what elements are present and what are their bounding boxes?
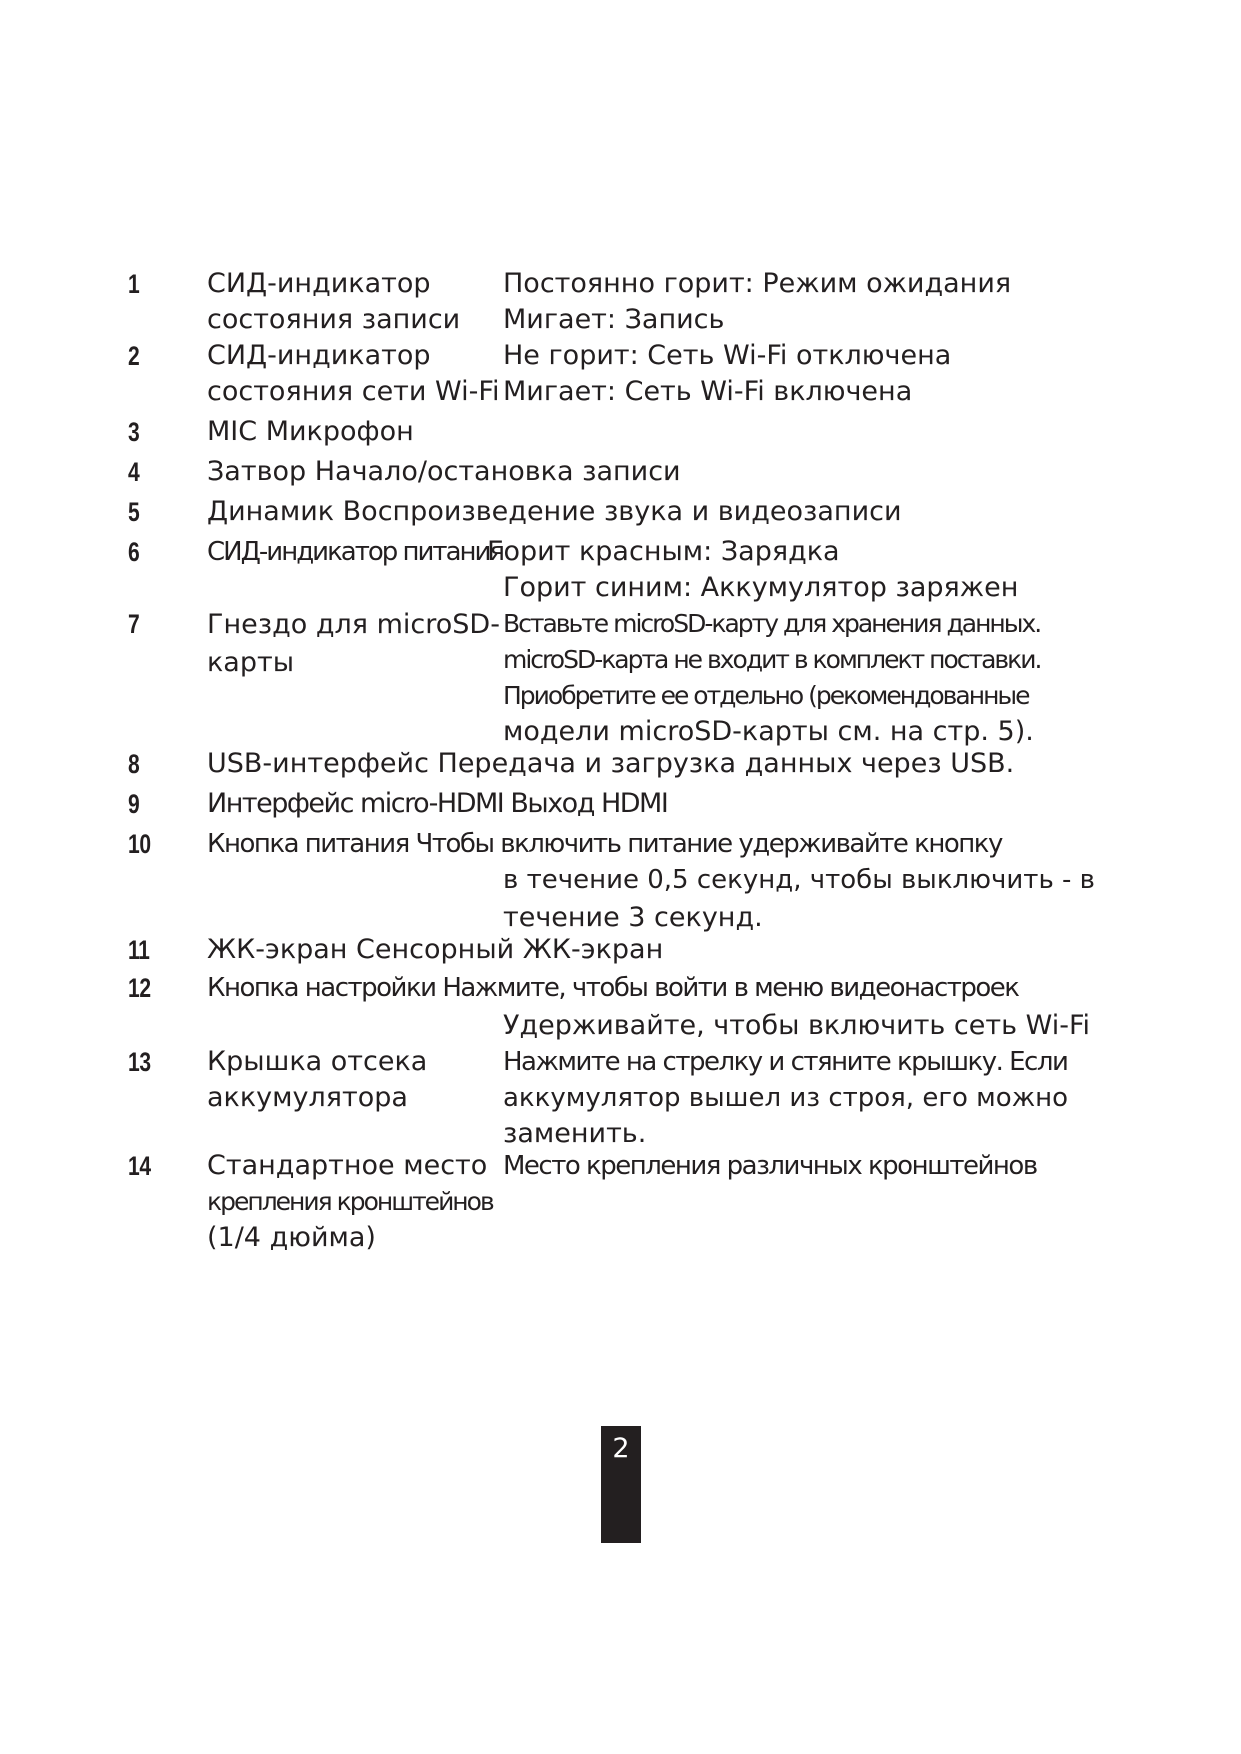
item-description-line: microSD-карта не входит в комплект поставки. xyxy=(503,645,1041,674)
item-description xyxy=(503,1148,1063,1184)
item-number: 1 xyxy=(128,269,140,299)
item-description-line: Вставьте microSD-карту для хранения данных. xyxy=(503,609,1041,638)
item-label-line: состояния записи xyxy=(207,304,461,335)
item-description-line: течение 3 секунд. xyxy=(503,902,763,933)
item-label-line: Кнопка настройки Нажмите, чтобы войти в меню видеонастроек xyxy=(207,973,1019,1003)
item-description-line: Нажмите на стрелку и стяните крышку. Если xyxy=(503,1047,1068,1077)
item-number: 14 xyxy=(128,1151,151,1181)
item-description xyxy=(487,534,1047,606)
item-description-line: модели microSD-карты см. на стр. 5). xyxy=(503,716,1034,747)
item-label-line: Крышка отсека xyxy=(207,1046,428,1077)
item-description-line: Удерживайте, чтобы включить сеть Wi-Fi xyxy=(503,1010,1091,1041)
item-number: 5 xyxy=(128,497,140,527)
item-description-line: в течение 0,5 секунд, чтобы выключить - в xyxy=(503,865,1096,895)
item-number: 2 xyxy=(128,341,140,371)
item-label-line: Интерфейс micro-HDMI Выход HDMI xyxy=(207,788,668,819)
page-number: 2 xyxy=(612,1433,630,1464)
item-description-line: Приобретите ее отдельно (рекомендованные xyxy=(503,681,1029,710)
item-label xyxy=(207,414,507,450)
item-number: 7 xyxy=(128,609,140,639)
item-label-line: (1/4 дюйма) xyxy=(207,1222,376,1253)
item-label-line: Гнездо для microSD- xyxy=(207,609,500,640)
page-number-tab xyxy=(601,1426,641,1543)
item-label-line: Стандартное место xyxy=(207,1150,488,1181)
item-label-line: Затвор Начало/остановка записи xyxy=(207,456,681,487)
item-label xyxy=(207,746,1015,782)
item-description-line: Мигает: Сеть Wi-Fi включена xyxy=(503,376,913,407)
item-number: 9 xyxy=(128,789,140,819)
item-number: 8 xyxy=(128,749,140,779)
item-description-line: Постоянно горит: Режим ожидания xyxy=(503,268,1012,299)
item-number: 10 xyxy=(128,829,151,859)
item-number: 13 xyxy=(128,1047,151,1077)
item-label xyxy=(207,494,902,530)
item-number: 3 xyxy=(128,417,140,447)
item-description-line: заменить. xyxy=(503,1118,647,1149)
item-description xyxy=(503,266,1063,338)
item-description xyxy=(503,338,1063,410)
item-number: 12 xyxy=(128,973,151,1003)
item-label-line: ЖК-экран Сенсорный ЖК-экран xyxy=(207,934,664,965)
item-label-line: крепления кронштейнов xyxy=(207,1187,493,1216)
item-description-line: Горит синим: Аккумулятор заряжен xyxy=(503,572,1019,603)
item-description-line: аккумулятор вышел из строя, его можно xyxy=(503,1083,1069,1113)
item-description-line: Место крепления различных кронштейнов xyxy=(503,1151,1037,1181)
item-description-line: Мигает: Запись xyxy=(503,304,725,335)
item-label-line: карты xyxy=(207,647,295,678)
item-label-line: состояния сети Wi-Fi xyxy=(207,376,500,407)
item-label xyxy=(207,970,1019,1006)
item-label-line: СИД-индикатор xyxy=(207,340,431,371)
item-label-line: USB-интерфейс Передача и загрузка данных через USB. xyxy=(207,748,1015,779)
item-number: 4 xyxy=(128,457,140,487)
item-label xyxy=(207,932,664,968)
item-description xyxy=(503,862,1096,936)
item-description-line: Горит красным: Зарядка xyxy=(487,536,840,567)
item-description xyxy=(503,606,1063,750)
item-description xyxy=(503,1044,1069,1152)
item-label-line: СИД-индикатор xyxy=(207,268,431,299)
item-number: 11 xyxy=(128,935,150,965)
item-number: 6 xyxy=(128,537,140,567)
item-label xyxy=(207,1044,507,1116)
item-label-line: Кнопка питания Чтобы включить питание удерживайте кнопку xyxy=(207,829,1002,859)
item-label xyxy=(207,534,507,570)
item-label xyxy=(207,266,507,338)
item-label-line: Динамик Воспроизведение звука и видеозаписи xyxy=(207,496,902,527)
item-label xyxy=(207,606,507,682)
item-description-line: Не горит: Сеть Wi-Fi отключена xyxy=(503,340,952,371)
item-label-line: MIC Микрофон xyxy=(207,416,414,447)
item-label xyxy=(207,454,681,490)
item-label xyxy=(207,786,668,822)
item-description xyxy=(503,1008,1091,1044)
item-label-line: СИД-индикатор питания xyxy=(207,537,504,567)
item-label xyxy=(207,1148,507,1256)
item-label xyxy=(207,338,507,410)
item-label xyxy=(207,826,1002,862)
item-label-line: аккумулятора xyxy=(207,1082,408,1113)
